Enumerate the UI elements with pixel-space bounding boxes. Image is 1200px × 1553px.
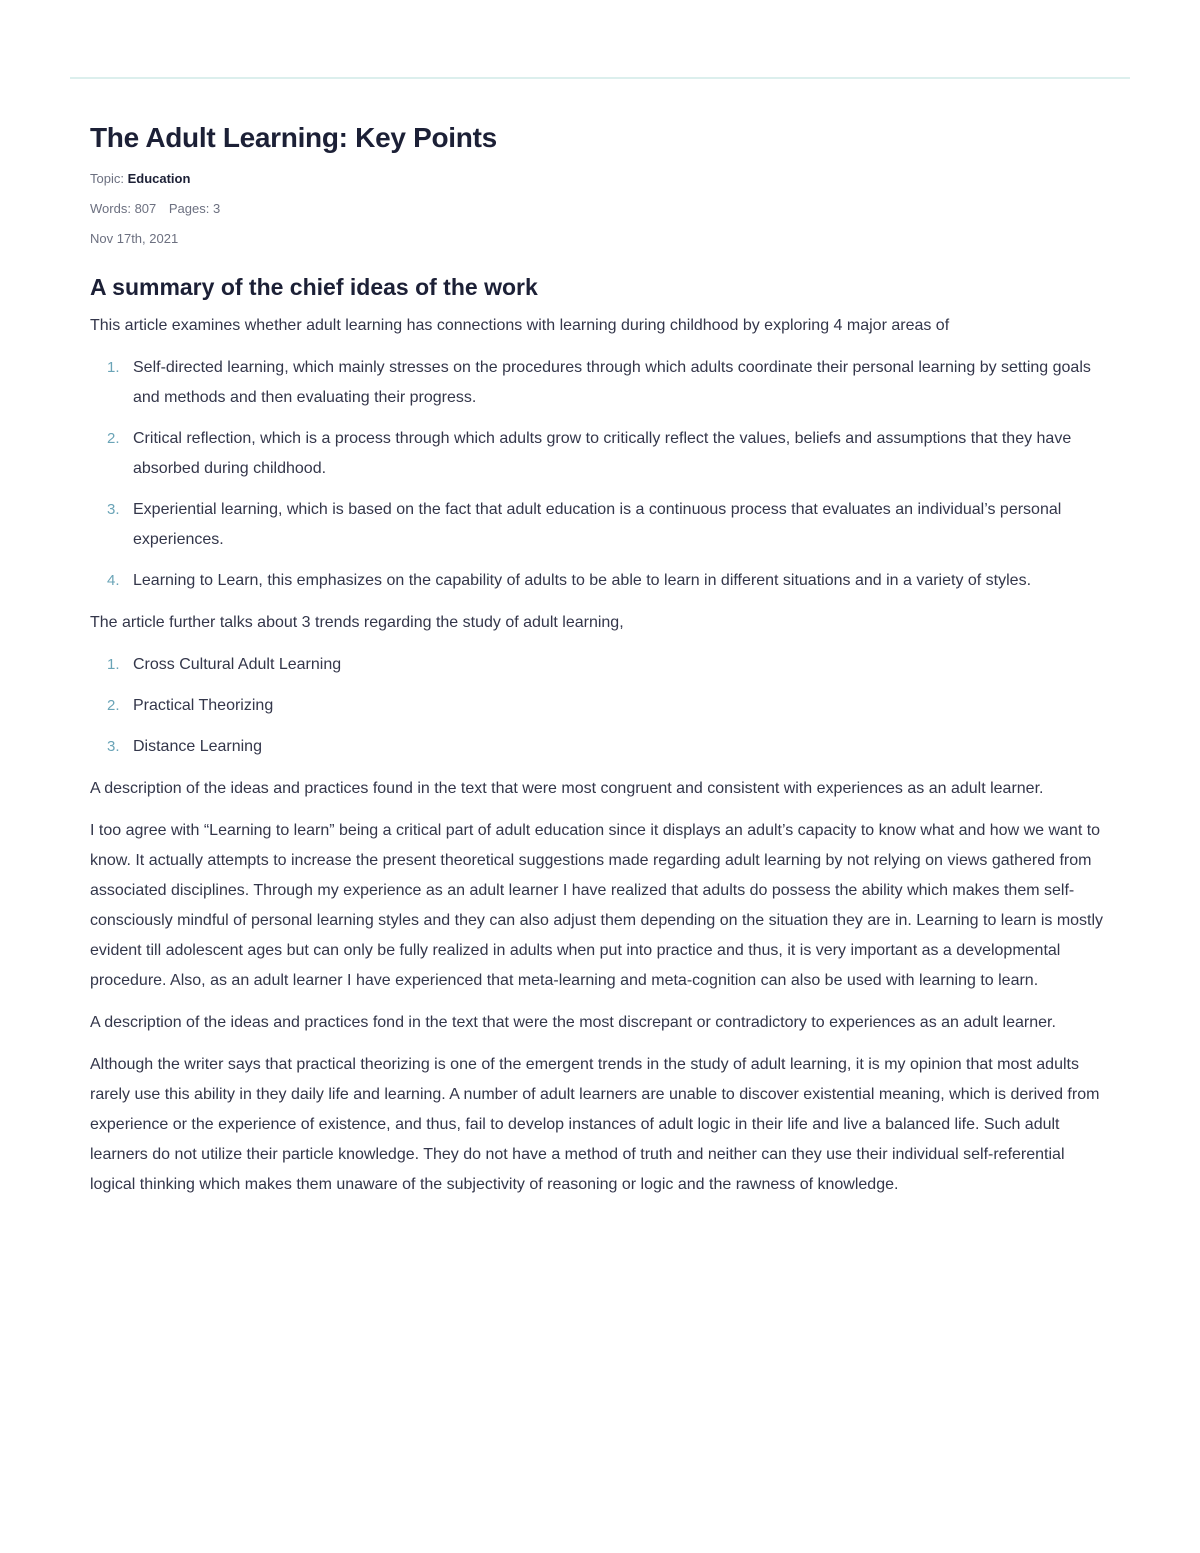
areas-list	[90, 353, 1110, 596]
list-number: 2.	[107, 430, 120, 447]
list-number: 1.	[107, 359, 120, 376]
publish-date: Nov 17th, 2021	[90, 231, 179, 246]
trends-list	[90, 650, 1110, 762]
section-heading: A summary of the chief ideas of the work	[90, 274, 538, 300]
list-item	[90, 732, 1110, 762]
words-value: 807	[134, 201, 157, 216]
meta-stats	[90, 201, 1110, 217]
intro-paragraph: This article examines whether adult learning has connections with learning during childhood by exploring 4 major areas of	[90, 317, 950, 334]
list-item	[90, 495, 1110, 555]
discrepant-heading-paragraph: A description of the ideas and practices fond in the text that were the most discrepant or contradictory to experiences as an adult learner.	[90, 1014, 1056, 1031]
list-item	[90, 650, 1110, 680]
list-item	[90, 353, 1110, 413]
top-divider	[70, 77, 1130, 79]
list-item-text: Practical Theorizing	[133, 697, 274, 714]
page-title: The Adult Learning: Key Points	[90, 122, 497, 153]
list-number: 4.	[107, 572, 120, 589]
list-item-text: Distance Learning	[133, 738, 262, 755]
list-item-text: Critical reflection, which is a process through which adults grow to critically reflect the values, beliefs and assumptions that they have absorbed during childhood.	[133, 430, 1072, 477]
list-item	[90, 691, 1110, 721]
topic-label: Topic:	[90, 171, 124, 186]
list-item	[90, 566, 1110, 596]
list-item	[90, 424, 1110, 484]
list-number: 3.	[107, 738, 120, 755]
list-item-text: Cross Cultural Adult Learning	[133, 656, 342, 673]
list-item-text: Learning to Learn, this emphasizes on the capability of adults to be able to learn in different situations and in a variety of styles.	[133, 572, 1032, 589]
list-item-text: Self-directed learning, which mainly stresses on the procedures through which adults coordinate their personal learning by setting goals and methods and then evaluating their progress.	[133, 359, 1091, 406]
pages-value: 3	[213, 201, 221, 216]
pages-label: Pages:	[168, 201, 210, 216]
words-label: Words:	[90, 201, 131, 216]
list-number: 2.	[107, 697, 120, 714]
trends-intro-paragraph: The article further talks about 3 trends regarding the study of adult learning,	[90, 614, 624, 631]
congruent-body-paragraph: I too agree with “Learning to learn” being a critical part of adult education since it displays an adult’s capacity to know what and how we want to know. It actually attempts to increase the present theoretical suggestions made regarding adult learning by not relying on views gathered from associated disciplines. Through my experience as an adult learner I have realized that adults do possess the ability which makes them self-consciously mindful of personal learning styles and they can also adjust them depending on the situation they are in. Learning to learn is mostly evident till adolescent ages but can only be fully realized in adults when put into practice and thus, it is very important as a developmental procedure. Also, as an adult learner I have experienced that meta-learning and meta-cognition can also be used with learning to learn.	[90, 822, 1104, 989]
meta-topic	[90, 171, 1110, 187]
list-item-text: Experiential learning, which is based on the fact that adult education is a continuous process that evaluates an individual’s personal experiences.	[133, 501, 1062, 548]
document-page	[90, 118, 1110, 1200]
list-number: 1.	[107, 656, 120, 673]
discrepant-body-paragraph: Although the writer says that practical theorizing is one of the emergent trends in the study of adult learning, it is my opinion that most adults rarely use this ability in they daily life and learning. A number of adult learners are unable to discover existential meaning, which is derived from experience or the experience of existence, and thus, fail to develop instances of adult logic in their life and live a balanced life. Such adult learners do not utilize their particle knowledge. They do not have a method of truth and neither can they use their individual self-referential logical thinking which makes them unaware of the subjectivity of reasoning or logic and the rawness of knowledge.	[90, 1056, 1100, 1193]
congruent-heading-paragraph: A description of the ideas and practices found in the text that were most congruent and consistent with experiences as an adult learner.	[90, 780, 1044, 797]
topic-link[interactable]: Education	[127, 171, 191, 186]
list-number: 3.	[107, 501, 120, 518]
